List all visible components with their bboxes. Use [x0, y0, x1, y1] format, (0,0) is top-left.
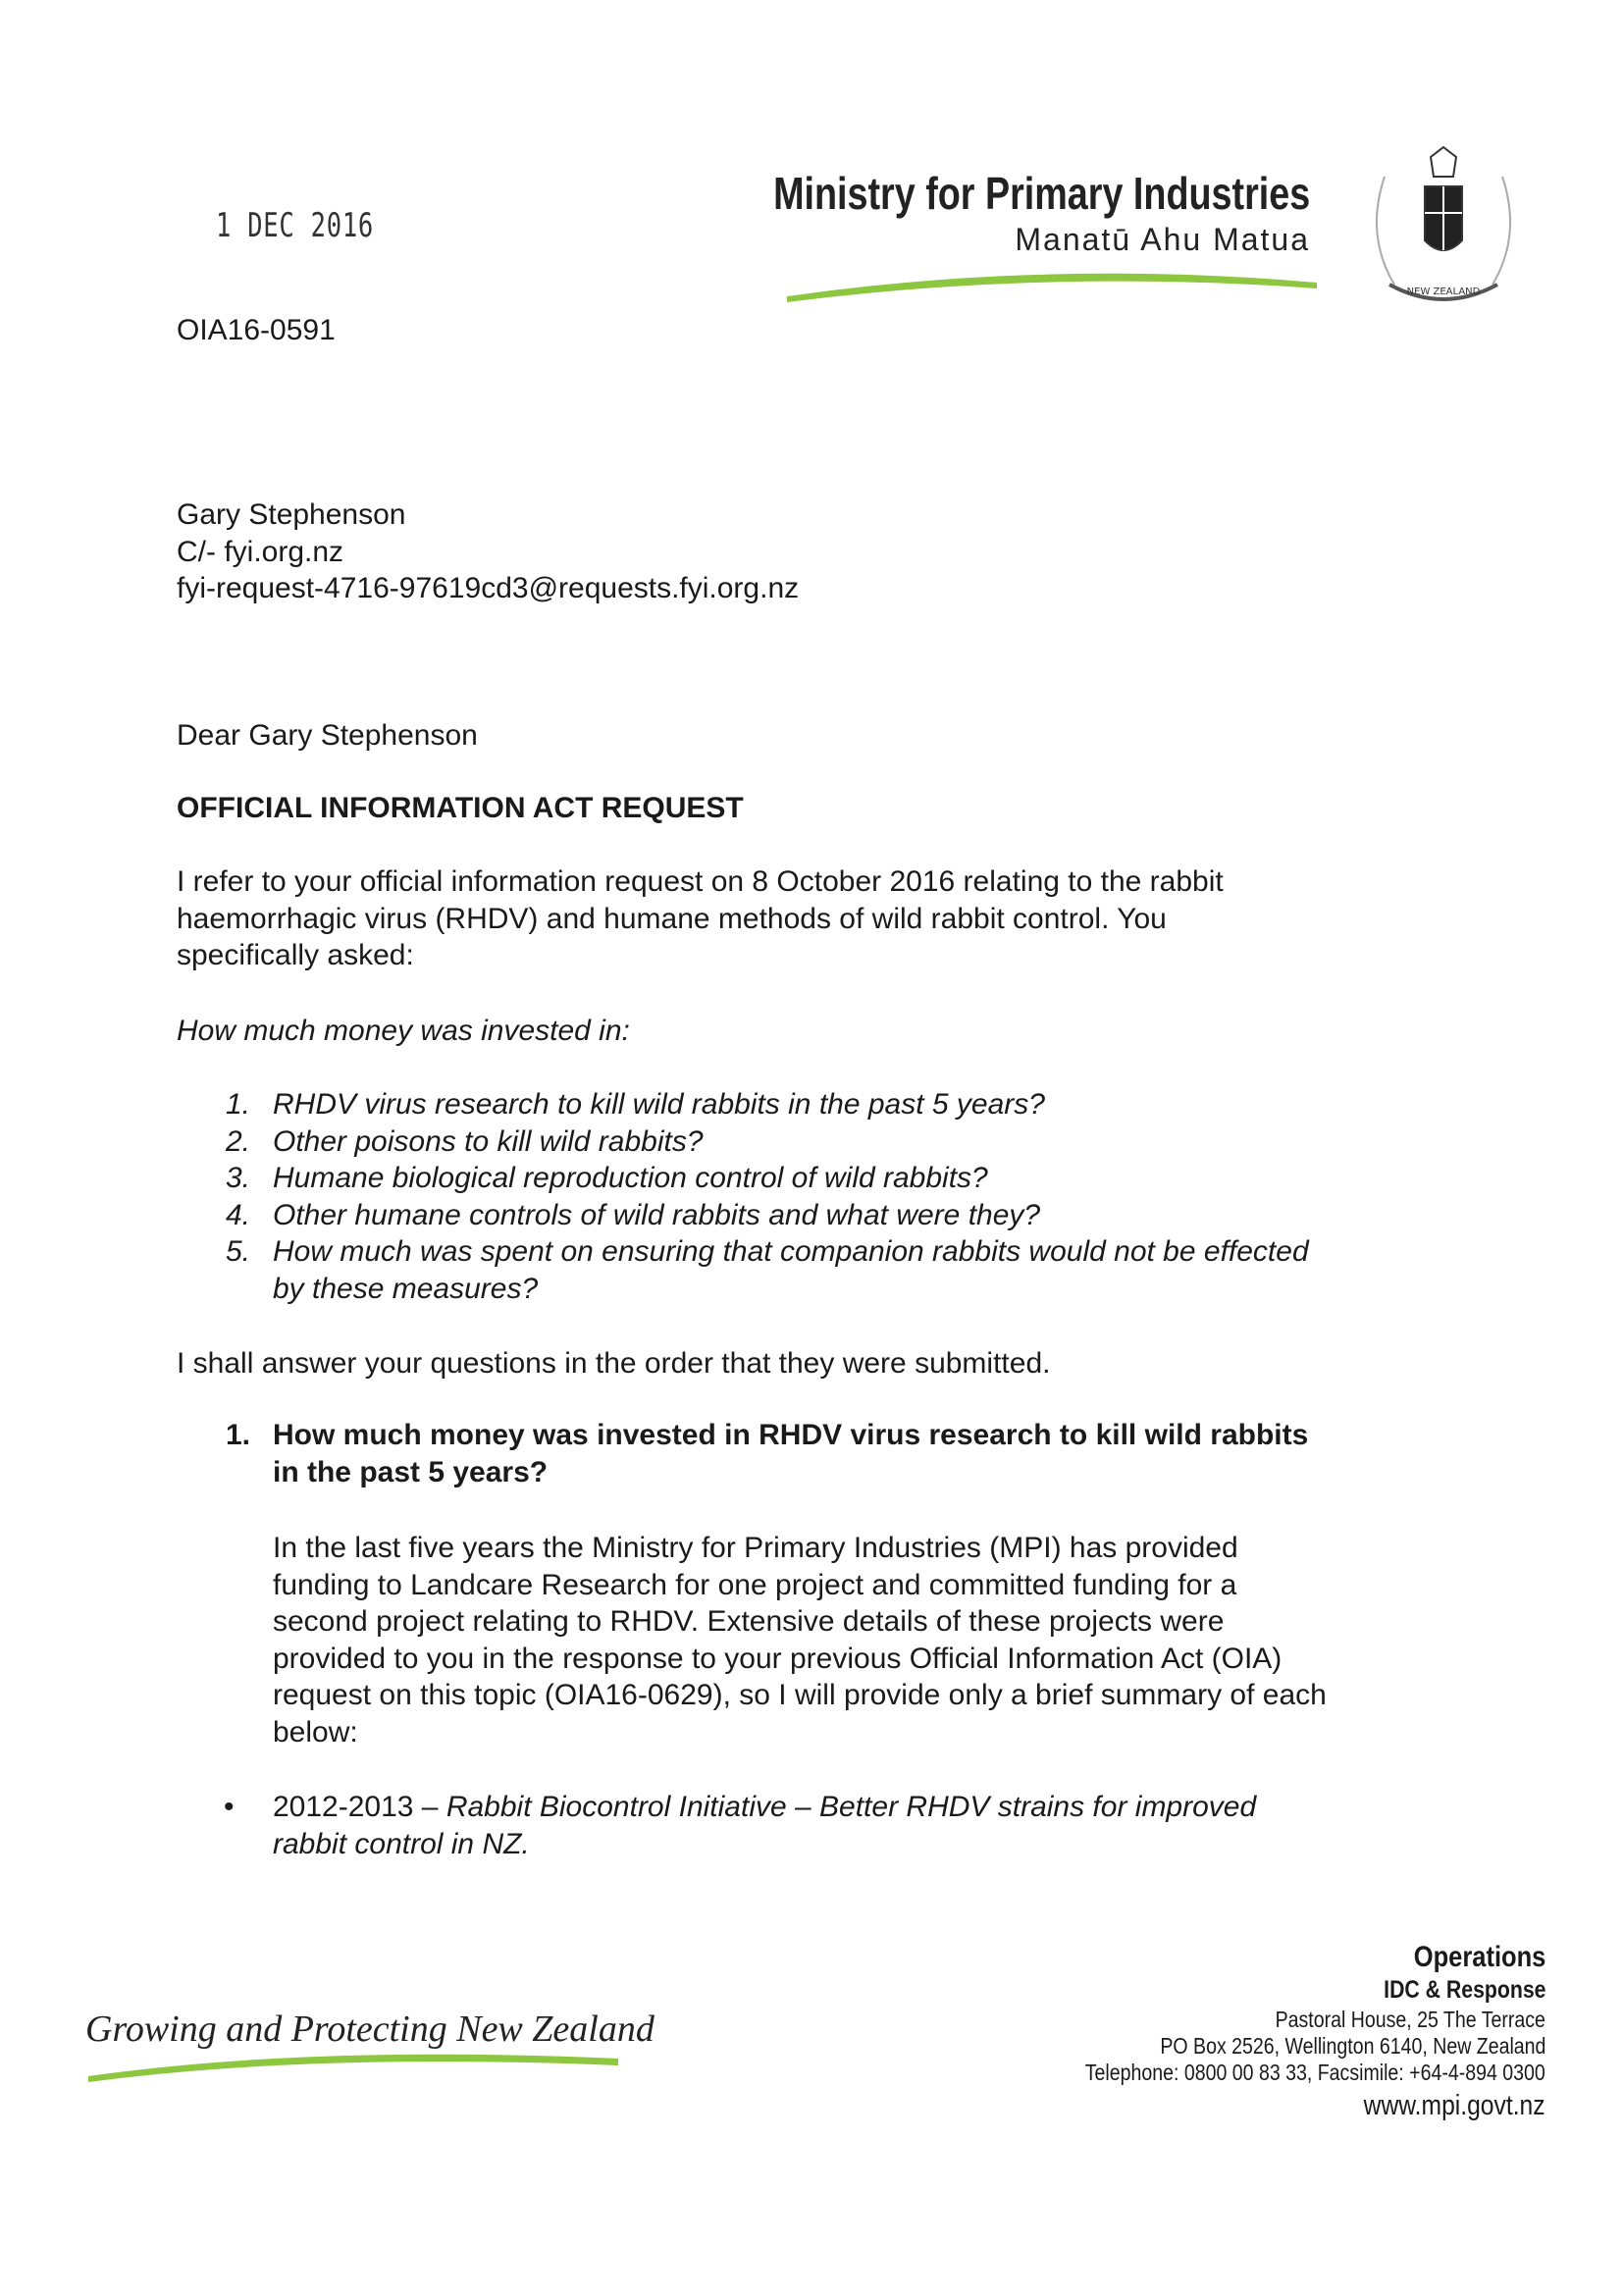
recipient-care-of: C/- fyi.org.nz	[177, 535, 344, 568]
answer1-body: In the last five years the Ministry for Primary Industries (MPI) has provided funding to Landcare Research for one project and committed funding for a second project relating to RHDV. Extensive details of these projects were provided to you in the response to your previous Official Information Act (OIA) request on this topic (OIA16-0629), so I will provide only a brief summary of each below:	[273, 1532, 1327, 1748]
intro-line: haemorrhagic virus (RHDV) and humane methods of wild rabbit control. You	[177, 902, 1167, 935]
recipient-email: fyi-request-4716-97619cd3@requests.fyi.org.nz	[177, 572, 800, 605]
nz-coat-of-arms-icon	[1350, 137, 1537, 314]
question-item: 5. How much was spent on ensuring that companion rabbits would not be effected by these measures?	[226, 1235, 1309, 1305]
answer1-heading: 1. How much money was invested in RHDV virus research to kill wild rabbits in the past 5 years?	[226, 1419, 1309, 1488]
footer-division: Operations	[1413, 1941, 1545, 1973]
bullet-item: • 2012-2013 – Rabbit Biocontrol Initiative – Better RHDV strains for improved rabbit control in NZ.	[224, 1791, 1257, 1860]
footer-phone: Telephone: 0800 00 83 33, Facsimile: +64-4-894 0300	[1084, 2060, 1545, 2085]
intro-paragraph	[177, 863, 1224, 974]
footer-website[interactable]: www.mpi.govt.nz	[1364, 2090, 1545, 2121]
question-item: 2. Other poisons to kill wild rabbits?	[226, 1124, 704, 1158]
salutation: Dear Gary Stephenson	[177, 719, 478, 752]
question-item: 4. Other humane controls of wild rabbits and what were they?	[226, 1198, 1041, 1231]
org-name: Ministry for Primary Industries	[772, 168, 1310, 219]
subject-heading: OFFICIAL INFORMATION ACT REQUEST	[177, 792, 744, 824]
footer-address1: Pastoral House, 25 The Terrace	[1275, 2007, 1545, 2032]
reference-number: OIA16-0591	[177, 314, 336, 346]
intro-line: I refer to your official information request on 8 October 2016 relating to the rabbit	[177, 865, 1224, 898]
crest-text: NEW ZEALAND	[1406, 287, 1481, 297]
question-item: 3. Humane biological reproduction control of wild rabbits?	[226, 1162, 988, 1195]
tagline: Growing and Protecting New Zealand	[85, 2009, 654, 2050]
question-lead: How much money was invested in:	[177, 1015, 630, 1047]
question-item: 1. RHDV virus research to kill wild rabbits in the past 5 years?	[226, 1088, 1045, 1121]
green-swoosh-header	[783, 265, 1323, 304]
bullet-icon: •	[224, 1791, 235, 1823]
questions-list	[226, 1086, 1309, 1308]
recipient-name: Gary Stephenson	[177, 498, 406, 531]
date-stamp: 1 DEC 2016	[216, 206, 375, 245]
footer-address2: PO Box 2526, Wellington 6140, New Zealand	[1159, 2033, 1545, 2059]
org-name-maori: Manatū Ahu Matua	[1015, 222, 1310, 257]
answer-intro: I shall answer your questions in the order that they were submitted.	[177, 1347, 1051, 1380]
intro-line: specifically asked:	[177, 939, 414, 972]
footer-unit: IDC & Response	[1383, 1976, 1545, 2004]
recipient-block	[177, 496, 799, 607]
green-swoosh-footer	[84, 2049, 624, 2084]
